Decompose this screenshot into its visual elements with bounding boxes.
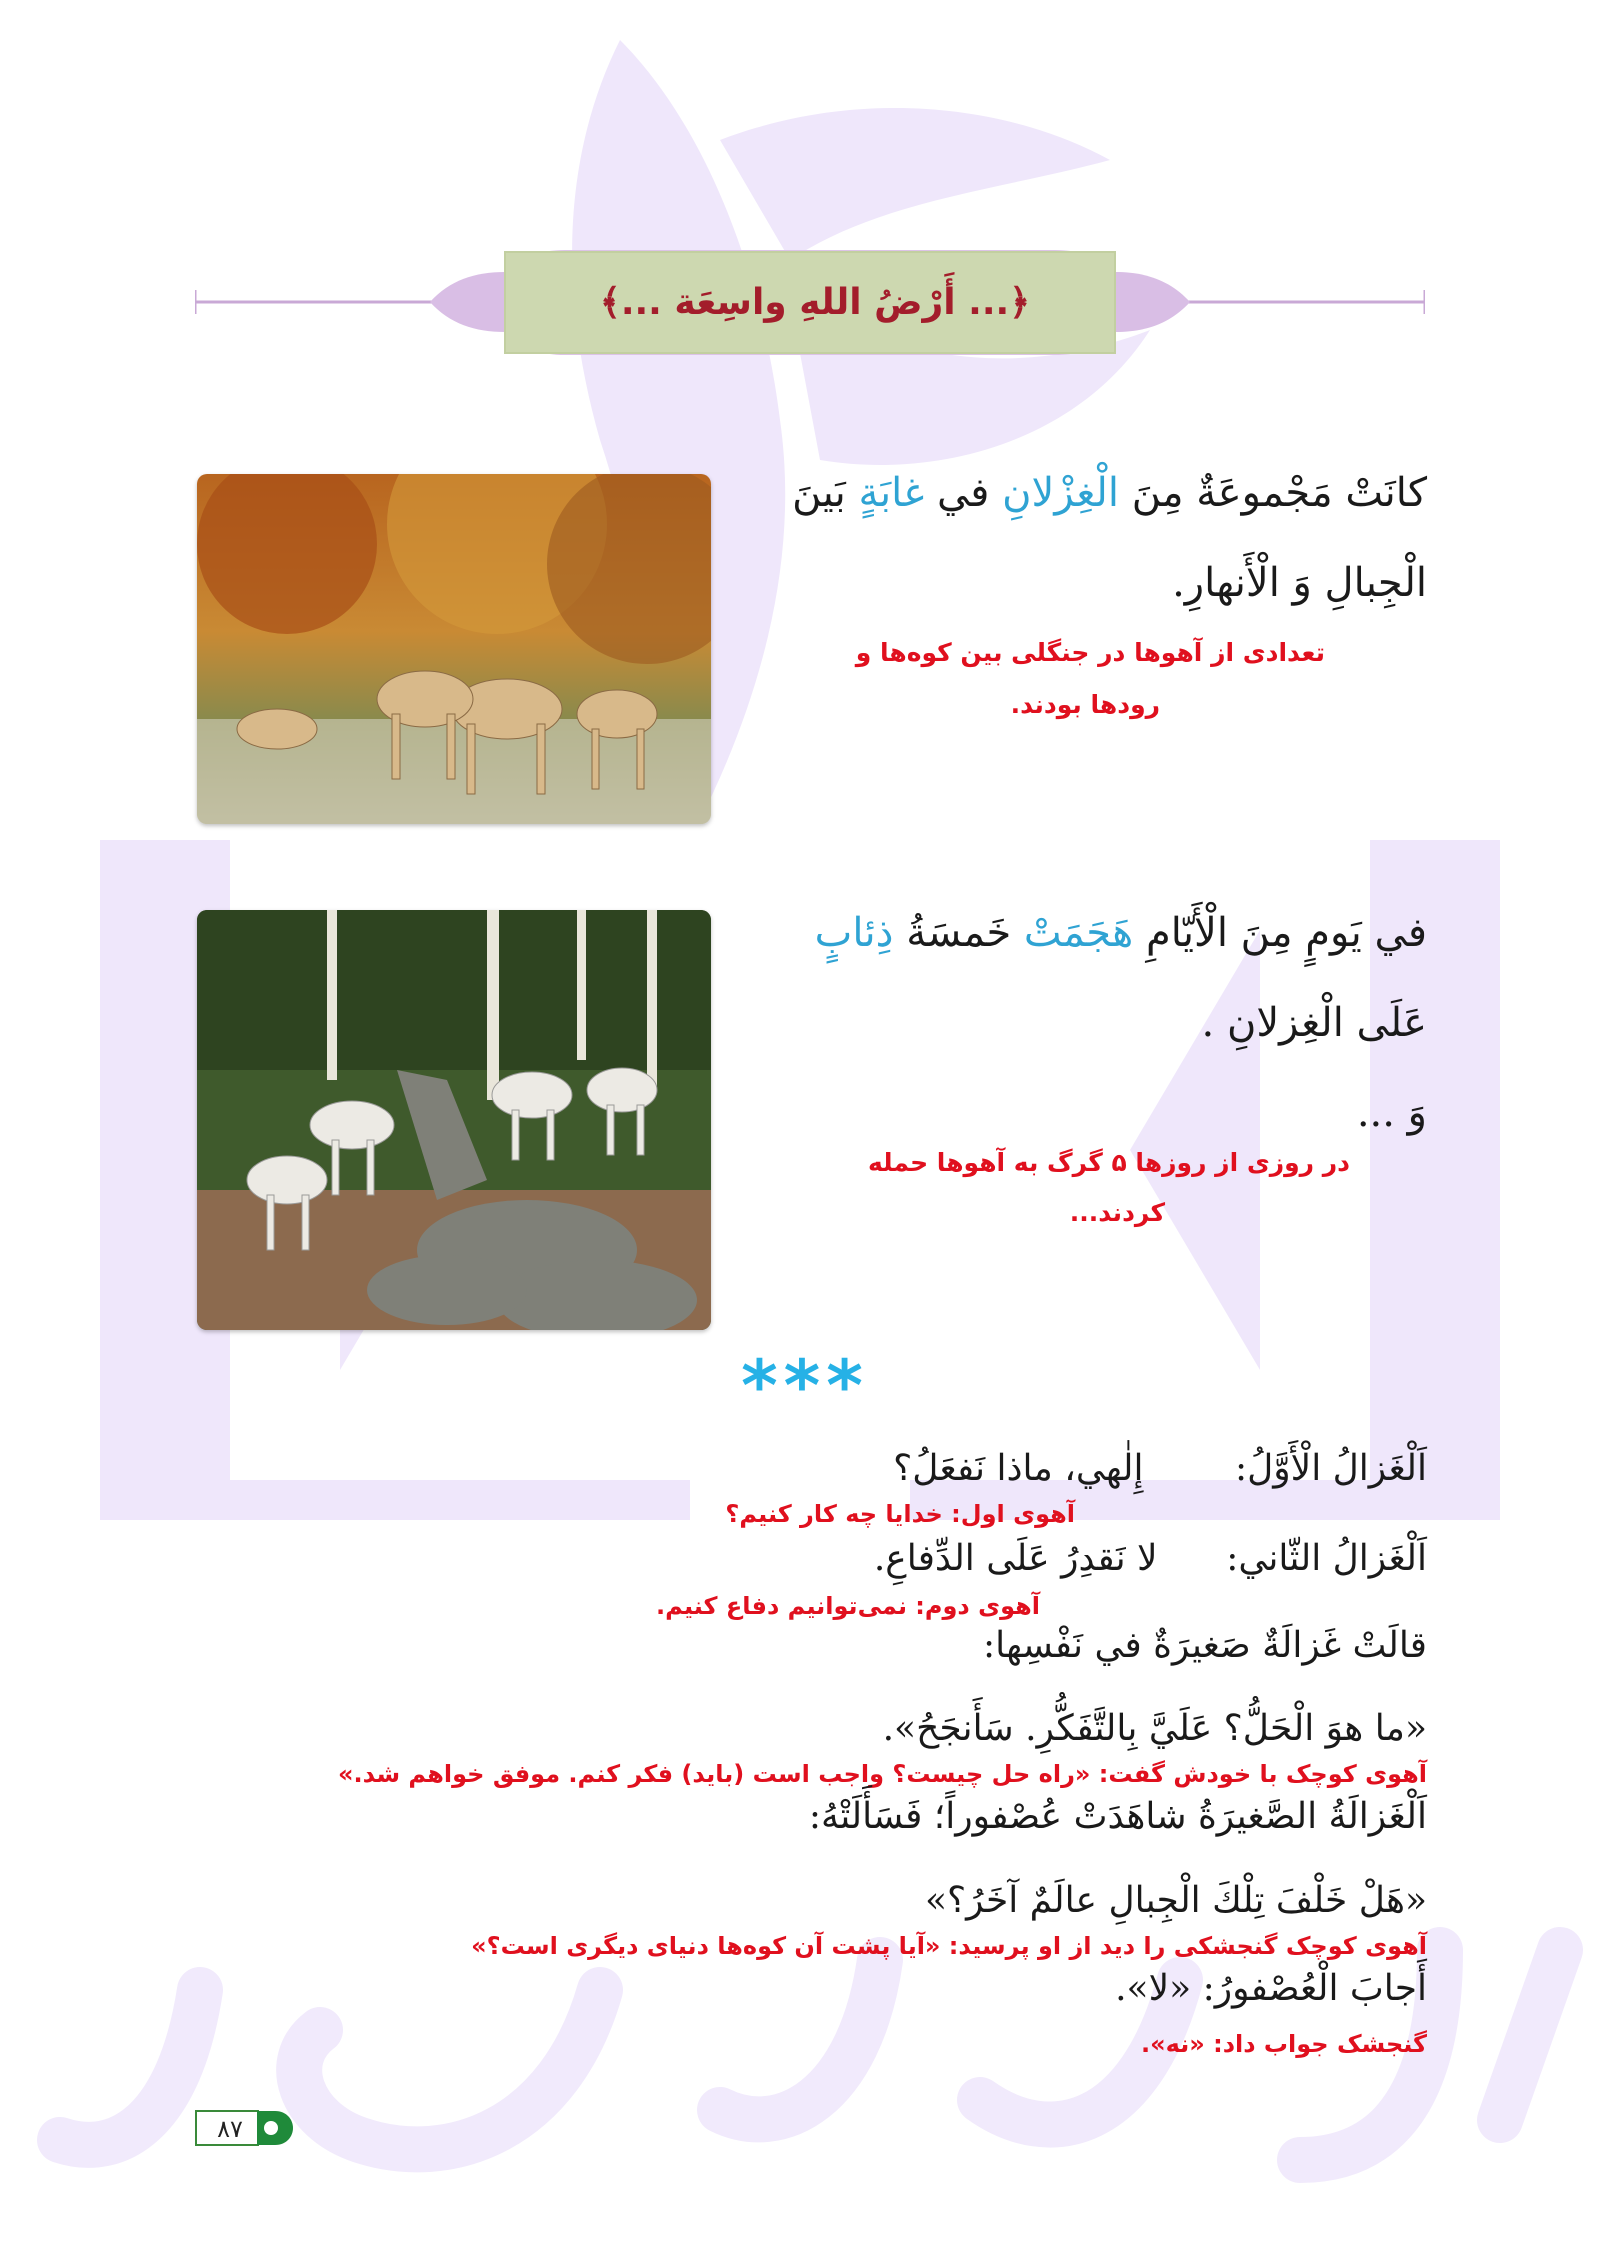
arabic-text: كانَتْ مَجْموعَةٌ مِنَ <box>1131 470 1427 516</box>
section2-persian-line1: در روزی از روزها ۵ گرگ به آهوها حمله <box>867 1148 1350 1177</box>
page-number: ٨٧ <box>217 2115 243 2143</box>
arabic-highlight-word: غابَةٍ <box>858 470 925 516</box>
deer-photo <box>197 474 711 824</box>
arabic-text: في <box>936 470 990 516</box>
dialogue-arabic-7: أَجابَ الْعُصْفورُ: «لا». <box>1115 1968 1427 2009</box>
section1-persian-line2: رودها بودند. <box>1010 690 1160 719</box>
section1-arabic-line1 <box>792 470 1427 516</box>
arabic-highlight-word: هَجَمَتْ <box>1023 910 1134 956</box>
arabic-text: في يَومٍ مِنَ الْأَيّامِ <box>1145 910 1427 956</box>
page-title: ﴿... أَرْضُ اللهِ واسِعَة ...﴾ <box>599 281 1031 323</box>
dialogue-persian-7: گنجشک جواب داد: «نه». <box>1141 2030 1427 2058</box>
separator-stars: *** <box>741 1345 869 1427</box>
dialogue-arabic-3: قالَتْ غَزالَةٌ صَغيرَةٌ في نَفْسِها: <box>982 1625 1427 1666</box>
arabic-highlight-word: ذِئابٍ <box>814 910 894 956</box>
arabic-text: بَينَ <box>792 470 846 516</box>
dialogue-persian-6: آهوی کوچک گنجشکی را دید از او پرسید: «آیا پشت آن کوه‌ها دنیای دیگری است؟» <box>471 1932 1427 1960</box>
dialogue-arabic-5: اَلْغَزالَةُ الصَّغيرَةُ شاهَدَتْ عُصْفوراً؛ فَسَأَلَتْهُ: <box>808 1796 1427 1837</box>
section1-arabic-line2: الْجِبالِ وَ الْأَنهارِ. <box>1172 560 1427 606</box>
section2-arabic-line3: وَ ... <box>1356 1090 1427 1136</box>
dialogue-persian-2: آهوی دوم: نمی‌توانیم دفاع کنیم. <box>656 1592 1040 1620</box>
wolves-photo <box>197 910 711 1330</box>
dialogue-persian-1: آهوی اول: خدایا چه کار کنیم؟ <box>725 1500 1075 1528</box>
arabic-text: خَمسَةُ <box>906 910 1012 956</box>
dialogue-arabic-6: «هَلْ خَلْفَ تِلْكَ الْجِبالِ عالَمٌ آخَرُ؟» <box>924 1880 1427 1921</box>
arabic-highlight-word: الْغِزْلانِ <box>1002 470 1119 516</box>
section2-arabic-line2: عَلَى الْغِزلانِ . <box>1201 1000 1427 1046</box>
dialogue-arabic-1: اَلْغَزالُ الْأَوَّلُ: إِلٰهي، ماذا نَفعَلُ؟ <box>893 1448 1427 1489</box>
section1-persian-line1: تعدادی از آهوها در جنگلی بین کوه‌ها و <box>855 638 1325 667</box>
section2-persian-line2: کردند... <box>1069 1198 1165 1227</box>
dialogue-arabic-4: «ما هوَ الْحَلُّ؟ عَلَيَّ بِالتَّفَكُّرِ. سَأَنجَحُ». <box>882 1708 1427 1749</box>
section2-arabic-line1 <box>815 910 1427 956</box>
dialogue-persian-4: آهوی کوچک با خودش گفت: «راه حل چیست؟ واجب است (باید) فکر کنم. موفق خواهم شد.» <box>337 1760 1427 1788</box>
dialogue-arabic-2: اَلْغَزالُ الثّاني: لا نَقدِرُ عَلَى الدِّفاعِ. <box>873 1538 1427 1579</box>
